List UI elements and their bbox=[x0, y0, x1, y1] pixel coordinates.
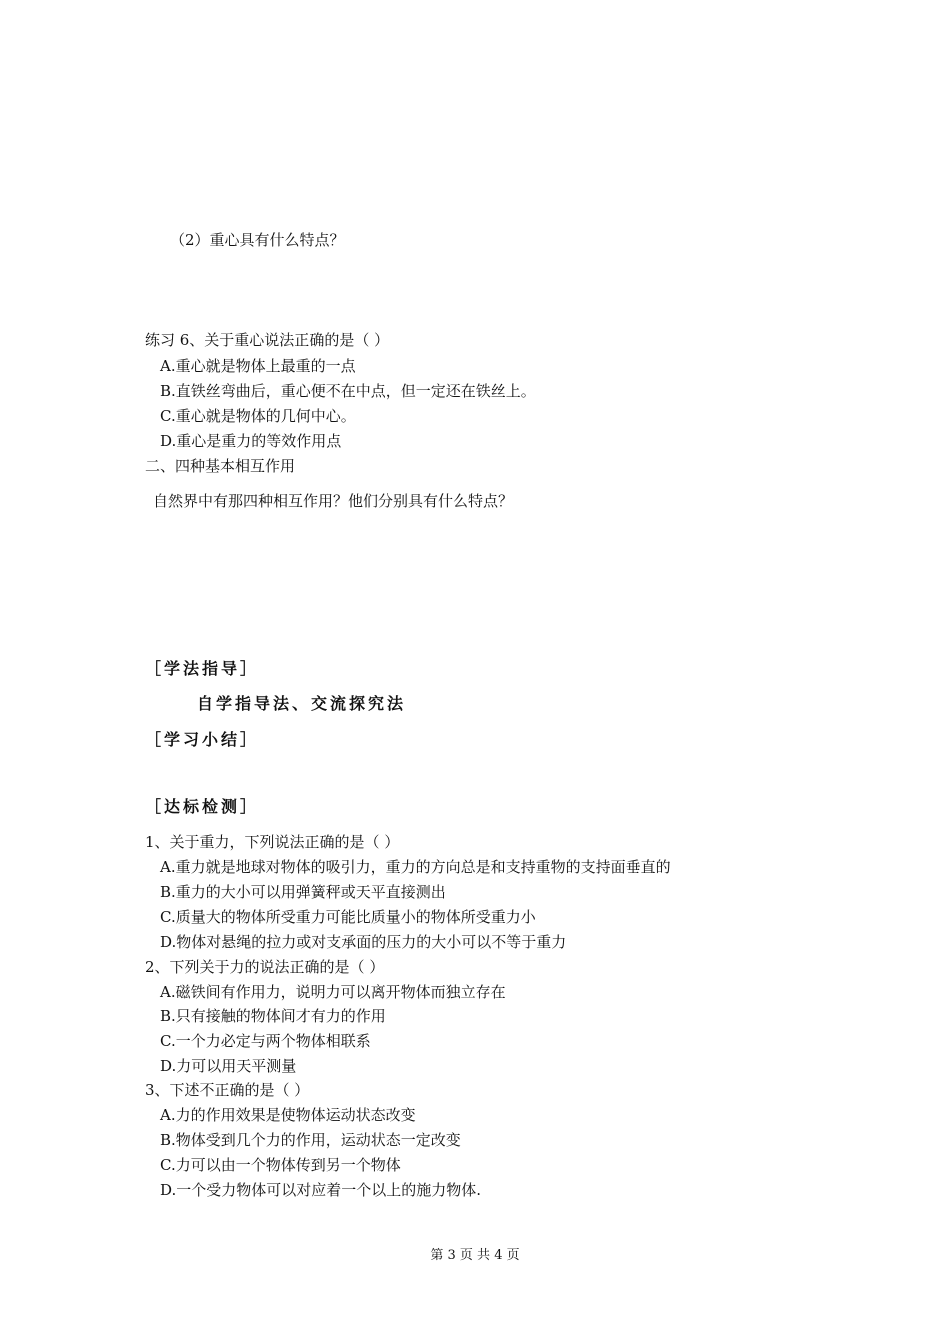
question-1-option-d: D.物体对悬绳的拉力或对支承面的压力的大小可以不等于重力 bbox=[160, 933, 567, 951]
question-1-option-a: A.重力就是地球对物体的吸引力，重力的方向总是和支持重物的支持面垂直的 bbox=[160, 858, 671, 876]
question-1-option-b: B.重力的大小可以用弹簧秤或天平直接测出 bbox=[160, 883, 446, 901]
question-2-stem: 2、下列关于力的说法正确的是（ ） bbox=[145, 958, 385, 976]
exercise-6-question: 练习 6、关于重心说法正确的是（ ） bbox=[145, 331, 390, 349]
question-2-option-d: D.力可以用天平测量 bbox=[160, 1057, 297, 1075]
exercise-6-option-b: B.直铁丝弯曲后，重心便不在中点，但一定还在铁丝上。 bbox=[160, 382, 536, 400]
question-2-option-a: A.磁铁间有作用力，说明力可以离开物体而独立存在 bbox=[160, 983, 506, 1001]
page-number-footer: 第 3 页 共 4 页 bbox=[430, 1248, 520, 1263]
question-gravity-center-features: （2）重心具有什么特点？ bbox=[170, 231, 345, 249]
exercise-6-option-a: A.重心就是物体上最重的一点 bbox=[160, 357, 356, 375]
question-1-option-c: C.质量大的物体所受重力可能比质量小的物体所受重力小 bbox=[160, 908, 536, 926]
section-2-question: 自然界中有那四种相互作用？他们分别具有什么特点？ bbox=[153, 492, 514, 510]
question-3-option-a: A.力的作用效果是使物体运动状态改变 bbox=[160, 1106, 416, 1124]
question-3-option-d: D.一个受力物体可以对应着一个以上的施力物体. bbox=[160, 1181, 482, 1199]
study-guide-heading: ［学法指导］ bbox=[145, 659, 260, 678]
question-3-option-b: B.物体受到几个力的作用，运动状态一定改变 bbox=[160, 1131, 461, 1149]
question-3-stem: 3、下述不正确的是（ ） bbox=[145, 1081, 310, 1099]
summary-heading: ［学习小结］ bbox=[145, 730, 260, 749]
section-2-title: 二、四种基本相互作用 bbox=[145, 457, 296, 475]
question-2-option-c: C.一个力必定与两个物体相联系 bbox=[160, 1032, 371, 1050]
exercise-6-option-d: D.重心是重力的等效作用点 bbox=[160, 432, 342, 450]
question-3-option-c: C.力可以由一个物体传到另一个物体 bbox=[160, 1156, 401, 1174]
question-2-option-b: B.只有接触的物体间才有力的作用 bbox=[160, 1007, 386, 1025]
exercise-6-option-c: C.重心就是物体的几何中心。 bbox=[160, 407, 356, 425]
study-guide-content: 自学指导法、交流探究法 bbox=[197, 694, 407, 713]
check-heading: ［达标检测］ bbox=[145, 797, 260, 816]
question-1-stem: 1、关于重力，下列说法正确的是（ ） bbox=[145, 833, 400, 851]
